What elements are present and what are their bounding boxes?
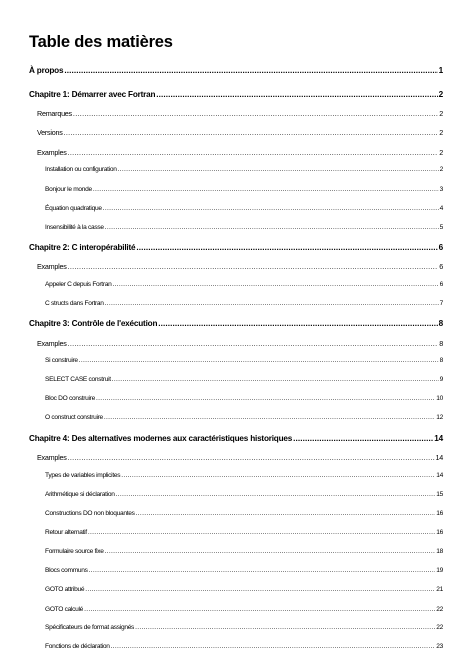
toc-entry[interactable] (45, 624, 443, 631)
toc-entry-page: 5 (439, 224, 443, 231)
toc-entry-label: Constructions DO non bloquantes (45, 510, 135, 517)
toc-entry-label: Arithmétique si déclaration (45, 491, 115, 498)
toc-entry-label: SELECT CASE construit (45, 376, 111, 383)
toc-entry-label: Chapitre 2: C interopérabilité (29, 243, 136, 252)
toc-dot-leader (112, 281, 438, 288)
toc-entry-label: À propos (29, 66, 64, 75)
toc-entry[interactable] (29, 319, 443, 328)
toc-entry-page: 6 (439, 262, 443, 271)
toc-entry-label: Examples (37, 339, 67, 348)
toc-entry[interactable] (37, 262, 443, 271)
toc-entry[interactable] (45, 491, 443, 498)
toc-dot-leader (85, 586, 435, 593)
toc-entry[interactable] (45, 567, 443, 574)
toc-entry-label: Examples (37, 262, 67, 271)
toc-entry-label: Chapitre 4: Des alternatives modernes aux caractéristiques historiques (29, 434, 293, 443)
toc-dot-leader (79, 357, 439, 364)
toc-dot-leader (104, 414, 435, 421)
toc-entry[interactable] (29, 90, 443, 99)
toc-dot-leader (105, 300, 439, 307)
toc-entry[interactable] (45, 510, 443, 517)
toc-entry-page: 22 (436, 606, 443, 613)
toc-dot-leader (68, 453, 435, 462)
toc-entry-page: 7 (439, 300, 443, 307)
toc-entry[interactable] (29, 434, 443, 443)
toc-dot-leader (135, 624, 435, 631)
toc-entry[interactable] (37, 148, 443, 157)
toc-entry-page: 16 (436, 529, 443, 536)
toc-dot-leader (93, 186, 439, 193)
toc-entry[interactable] (45, 606, 443, 613)
toc-entry-page: 8 (438, 319, 443, 328)
toc-entry-label: Fonctions de déclaration (45, 643, 110, 650)
toc-entry[interactable] (45, 186, 443, 193)
toc-entry-page: 16 (436, 510, 443, 517)
toc-entry-page: 19 (436, 567, 443, 574)
toc-entry-label: Examples (37, 148, 67, 157)
toc-dot-leader (68, 262, 439, 271)
toc-entry-label: GOTO calculé (45, 606, 84, 613)
toc-dot-leader (88, 529, 435, 536)
toc-dot-leader (116, 491, 436, 498)
toc-entry-page: 3 (439, 186, 443, 193)
toc-entry-page: 10 (436, 395, 443, 402)
toc-entry-label: Appeler C depuis Fortran (45, 281, 112, 288)
toc-dot-leader (105, 548, 436, 555)
toc-entry-label: Insensibilité à la casse (45, 224, 104, 231)
toc-entry-label: Installation ou configuration (45, 166, 117, 173)
toc-dot-leader (136, 243, 437, 252)
toc-entry-page: 14 (436, 472, 443, 479)
toc-dot-leader (293, 434, 433, 443)
toc-entry-page: 12 (436, 414, 443, 421)
toc-entry-page: 2 (439, 166, 443, 173)
toc-entry-page: 23 (436, 643, 443, 650)
toc-entry-label: Types de variables implicites (45, 472, 121, 479)
toc-entry-page: 15 (436, 491, 443, 498)
toc-entry-page: 21 (436, 586, 443, 593)
toc-entry-page: 14 (434, 434, 443, 443)
toc-dot-leader (96, 395, 435, 402)
toc-dot-leader (64, 128, 439, 137)
toc-entry[interactable] (45, 205, 443, 212)
toc-entry-label: Formulaire source fixe (45, 548, 104, 555)
toc-dot-leader (111, 643, 436, 650)
toc-dot-leader (68, 148, 439, 157)
toc-entry[interactable] (29, 243, 443, 252)
toc-entry[interactable] (45, 529, 443, 536)
toc-entry-page: 2 (439, 148, 443, 157)
toc-entry[interactable] (45, 300, 443, 307)
toc-entry[interactable] (45, 166, 443, 173)
toc-entry-page: 2 (439, 109, 443, 118)
toc-dot-leader (84, 606, 435, 613)
toc-dot-leader (73, 109, 438, 118)
toc-entry-page: 2 (438, 90, 443, 99)
toc-entry[interactable] (37, 453, 443, 462)
toc-entry-label: Blocs communs (45, 567, 88, 574)
toc-entry[interactable] (37, 339, 443, 348)
toc-entry-label: Retour alternatif (45, 529, 87, 536)
toc-entry[interactable] (45, 357, 443, 364)
toc-entry-label: Examples (37, 453, 67, 462)
toc-entry-page: 6 (439, 281, 443, 288)
toc-dot-leader (156, 90, 437, 99)
toc-entry-label: GOTO attribué (45, 586, 85, 593)
toc-entry-page: 14 (435, 453, 443, 462)
toc-dot-leader (105, 224, 439, 231)
toc-entry[interactable] (29, 66, 443, 75)
toc-dot-leader (112, 376, 439, 383)
toc-dot-leader (158, 319, 437, 328)
toc-entry-page: 4 (439, 205, 443, 212)
toc-entry-page: 18 (436, 548, 443, 555)
toc-dot-leader (118, 166, 439, 173)
toc-entry-page: 6 (438, 243, 443, 252)
toc-entry-page: 1 (438, 66, 443, 75)
toc-entry-label: Versions (37, 128, 63, 137)
toc-dot-leader (89, 567, 436, 574)
toc-entry-label: Équation quadratique (45, 205, 102, 212)
toc-entry-label: Chapitre 1: Démarrer avec Fortran (29, 90, 156, 99)
toc-entry[interactable] (45, 548, 443, 555)
toc-entry[interactable] (37, 128, 443, 137)
toc-entry-page: 8 (439, 357, 443, 364)
toc-entry[interactable] (45, 586, 443, 593)
toc-dot-leader (136, 510, 436, 517)
toc-entry[interactable] (37, 109, 443, 118)
toc-entry-page: 9 (439, 376, 443, 383)
toc-entry-label: Si construire (45, 357, 78, 364)
toc-entry-page: 22 (436, 624, 443, 631)
toc-entry[interactable] (45, 376, 443, 383)
toc-entry[interactable] (45, 281, 443, 288)
page-title: Table des matières (29, 33, 173, 51)
toc-entry[interactable] (45, 414, 443, 421)
toc-entry[interactable] (45, 224, 443, 231)
toc-entry-label: C structs dans Fortran (45, 300, 104, 307)
toc-entry[interactable] (45, 643, 443, 650)
toc-entry-page: 8 (439, 339, 443, 348)
toc-dot-leader (64, 66, 437, 75)
toc-entry-label: Bonjour le monde (45, 186, 92, 193)
toc-entry[interactable] (45, 395, 443, 402)
toc-dot-leader (121, 472, 435, 479)
toc-entry-label: Spécificateurs de format assignés (45, 624, 135, 631)
toc-dot-leader (103, 205, 439, 212)
toc-entry-page: 2 (439, 128, 443, 137)
toc-entry-label: Chapitre 3: Contrôle de l'exécution (29, 319, 158, 328)
toc-entry-label: O construct construire (45, 414, 103, 421)
toc-entry-label: Remarques (37, 109, 72, 118)
toc-dot-leader (68, 339, 439, 348)
toc-entry[interactable] (45, 472, 443, 479)
toc-entry-label: Bloc DO construire (45, 395, 95, 402)
